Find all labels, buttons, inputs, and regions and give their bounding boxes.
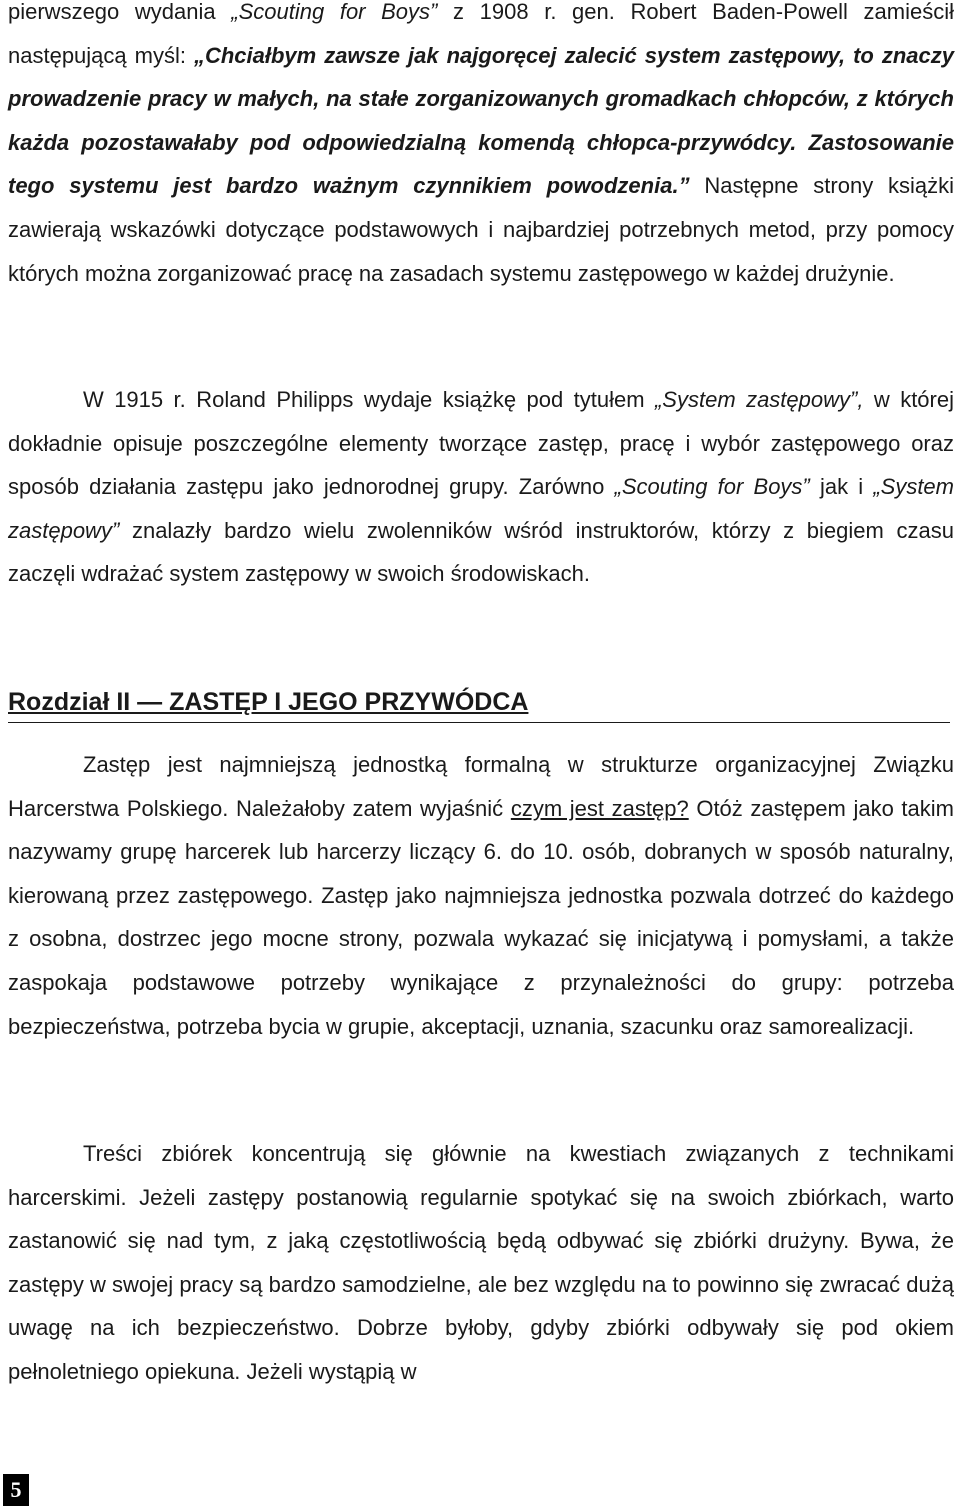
book-title: „System zastępowy”,: [654, 387, 864, 412]
paragraph-roland-philipps: [8, 378, 954, 596]
text-run: znalazły bardzo wielu zwolenników wśród instruktorów, którzy z biegiem czasu zaczęli wdrażać system zastępowy w swoich środowiskach.: [8, 517, 954, 587]
text-run: Zastęp jest najmniejszą jednostką formalną w strukturze organizacyjnej Związku Harcerstwa Polskiego. Należałoby zatem wyjaśnić: [8, 752, 954, 821]
text-run: pierwszego wydania: [8, 0, 232, 24]
text-run: W 1915 r. Roland Philipps wydaje książkę pod tytułem: [83, 387, 655, 412]
book-title: „Scouting for Boys”: [231, 0, 438, 24]
text-run: Otóż zastępem jako takim nazywamy grupę harcerek lub harcerzy liczący 6. do 10. osób, dobranych w sposób naturalny, kierowaną przez zastępowego. Zastęp jako najmniejsza jednostka pozwala dotrzeć do każdego z osobna, dostrzec jego mocne strony, pozwala wykazać się inicjatywą i pomysłami, a także zaspokaja podstawowe potrzeby wynikające z przynależności do grupy: potrzeba bezpieczeństwa, potrzeba bycia w grupie, akceptacji, uznania, szacunku oraz samorealizacji.: [8, 795, 954, 1039]
quote: „Chciałbym zawsze jak najgoręcej zalecić system zastępowy, to znaczy prowadzenie pracy w małych, na stałe zorganizowanych gromadkach chłopców, z których każda pozostawałaby pod odpowiedzialną komendą chłopca-przywódcy. Zastosowanie tego systemu jest bardzo ważnym czynnikiem powodzenia.”: [8, 42, 954, 199]
book-title: „Scouting for Boys”: [614, 474, 810, 500]
text-run: z 1908 r. gen. Robert Baden-Powell zamieścił następującą myśl:: [8, 0, 954, 68]
text-run: Następne strony książki zawierają wskazówki dotyczące podstawowych i najbardziej potrzebnych metod, przy pomocy których można zorganizować pracę na zasadach systemu zastępowego w każdej drużynie.: [8, 173, 955, 286]
paragraph-baden-powell-quote: [8, 0, 954, 295]
paragraph-zbiorki: Treści zbiórek koncentrują się głównie na kwestiach związanych z technikami harcerskimi. Jeżeli zastępy postanowią regularnie spotykać się na swoich zbiórkach, warto zastanowić się nad tym, z jaką częstotliwością będą odbywać się zbiórki drużyny. Bywa, że zastępy w swojej pracy są bardzo samodzielne, ale bez względu na to powinno się zwracać dużą uwagę na ich bezpieczeństwo. Dobrze byłoby, gdyby zbiórki odbywały się pod okiem pełnoletniego opiekuna. Jeżeli wystąpią w: [8, 1141, 954, 1384]
underlined-question: czym jest zastęp?: [510, 795, 689, 821]
book-title: „System zastępowy”: [8, 474, 954, 543]
chapter-heading-rule: [8, 682, 950, 723]
text-run: w której dokładnie opisuje poszczególne elementy tworzące zastęp, pracę i wybór zastępowego oraz sposób działania zastępu jako jednorodnej grupy. Zarówno: [8, 387, 954, 500]
page-number-badge: 5: [3, 1474, 29, 1506]
text-run: jak i: [809, 474, 874, 500]
chapter-heading: Rozdział II — ZASTĘP I JEGO PRZYWÓDCA: [8, 688, 529, 716]
paragraph-zastep-definition: [8, 743, 954, 1048]
